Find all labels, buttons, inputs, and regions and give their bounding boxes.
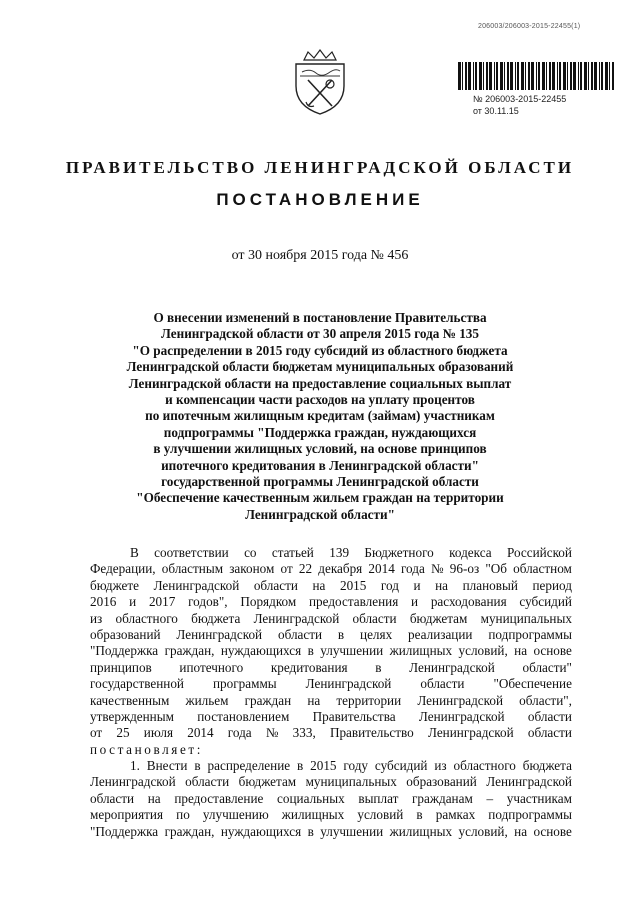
word: и	[129, 594, 137, 610]
barcode-bar	[599, 62, 600, 90]
word: области"	[522, 659, 572, 675]
word: постановлением	[197, 708, 290, 724]
word: государственной	[90, 676, 184, 692]
barcode-bar	[489, 62, 492, 90]
barcode-bar	[504, 62, 505, 90]
barcode-bar	[591, 62, 593, 90]
word: жильем	[185, 692, 229, 708]
word: в	[375, 659, 382, 675]
word: нуждающихся	[220, 823, 302, 839]
body-line	[90, 824, 572, 840]
barcode-bar	[573, 62, 576, 90]
word: из	[434, 758, 447, 774]
body-line	[90, 545, 572, 561]
word: на	[514, 823, 528, 839]
word: В	[130, 545, 139, 560]
word: "Поддержка	[90, 643, 159, 659]
word: годов",	[188, 594, 228, 610]
word: бюджета	[522, 758, 572, 774]
word: на	[435, 577, 449, 593]
word: в	[337, 626, 345, 642]
title-line: О внесении изменений в постановление Правительства	[153, 310, 487, 325]
barcode-bar	[528, 62, 530, 90]
document-date-number: от 30 ноября 2015 года № 456	[231, 248, 409, 263]
registration-number: № 206003-2015-22455	[473, 94, 567, 104]
barcode-bar	[557, 62, 558, 90]
word: Ленинградской	[409, 659, 495, 675]
word: гражданам	[412, 790, 473, 806]
word: 2015	[310, 758, 337, 774]
barcode-bar	[494, 62, 495, 90]
word: жилищных	[389, 643, 453, 659]
word: статьей	[271, 545, 314, 560]
word: Правительство	[329, 725, 414, 741]
word: Федерации,	[90, 561, 156, 577]
word: на	[307, 692, 321, 708]
body-line	[90, 611, 572, 627]
barcode-bar	[605, 62, 608, 90]
word: бюджета	[191, 610, 241, 626]
word: муниципальных	[305, 774, 397, 790]
word: из	[90, 610, 103, 626]
word: улучшении	[320, 823, 384, 839]
document-type: ПОСТАНОВЛЕНИЕ	[216, 190, 424, 209]
word: целях	[360, 626, 393, 642]
word: социальных	[277, 790, 345, 806]
word: области",	[519, 692, 572, 708]
word: 2017	[148, 594, 176, 610]
word: Российской	[506, 545, 572, 560]
barcode-bar	[496, 62, 498, 90]
word: качественным	[90, 692, 170, 708]
barcode-bar	[549, 62, 551, 90]
title-line: Ленинградской области бюджетам муниципальных образований	[126, 359, 514, 375]
body-line	[90, 709, 572, 725]
word: законом	[229, 561, 275, 577]
barcode-bar	[552, 62, 555, 90]
document-reference-number: 206003/206003-2015-22455(1)	[478, 23, 581, 30]
word: мероприятия	[90, 807, 164, 823]
body-line	[90, 791, 572, 807]
barcode-bar	[479, 62, 482, 90]
word: по	[176, 807, 190, 823]
word: утвержденным	[90, 708, 174, 724]
body-line	[90, 807, 572, 823]
barcode-bar	[570, 62, 572, 90]
word: Ленинградской	[417, 692, 504, 708]
body-line	[90, 561, 572, 577]
word: "Обеспечение	[493, 676, 572, 692]
word: муниципальных	[480, 610, 572, 626]
document-body	[90, 545, 572, 840]
word: нуждающихся	[220, 643, 302, 659]
barcode-bar	[462, 62, 463, 90]
word: на	[147, 790, 161, 806]
barcode-bar	[507, 62, 509, 90]
word: бюджете	[90, 577, 140, 593]
word: основе	[533, 643, 572, 659]
word: кодекса	[449, 545, 492, 560]
word: Внести	[146, 758, 188, 774]
word: субсидий	[374, 758, 428, 774]
word: улучшении	[320, 643, 384, 659]
word: жилищных	[281, 807, 345, 823]
barcode-bar	[609, 62, 610, 90]
word: плановый	[462, 577, 518, 593]
word: Ленинградской	[305, 676, 392, 692]
word: области	[527, 708, 572, 724]
body-line	[90, 643, 572, 659]
word: ипотечного	[179, 659, 244, 675]
title-line: ипотечного кредитования в Ленинградской области"	[161, 457, 479, 473]
barcode-bar	[588, 62, 589, 90]
word: 2014	[187, 725, 214, 741]
barcode-bar	[500, 62, 503, 90]
word: области	[527, 725, 572, 741]
word: и	[411, 594, 419, 610]
word: в	[307, 823, 314, 839]
word: –	[486, 790, 494, 806]
word: Ленинградской	[486, 774, 572, 790]
word: 2014	[368, 561, 395, 577]
word: июля	[143, 725, 174, 741]
barcode-bar	[465, 62, 467, 90]
body-line	[90, 660, 572, 676]
word: кредитования	[270, 659, 348, 675]
body-line	[90, 774, 572, 790]
word: условий,	[458, 643, 508, 659]
word: Порядком	[240, 594, 297, 610]
barcode-bar	[567, 62, 568, 90]
word: со	[244, 545, 257, 560]
word: году	[343, 758, 369, 774]
word: 2016	[90, 594, 117, 610]
word: области	[352, 610, 397, 626]
word: 96-оз	[449, 561, 480, 577]
word: "Поддержка	[90, 823, 159, 839]
word: бюджетам	[238, 774, 297, 790]
word: субсидий	[519, 594, 572, 610]
body-line	[90, 594, 572, 610]
word: образований	[90, 626, 161, 642]
word: 1.	[130, 758, 140, 774]
word: №	[431, 561, 444, 577]
word: Ленинградской	[427, 725, 514, 741]
title-line: Ленинградской области"	[245, 506, 395, 522]
resolution-word: постановляет:	[90, 741, 204, 757]
barcode-bar	[517, 62, 519, 90]
title-line: Ленинградской области от 30 апреля 2015 года № 135	[161, 326, 479, 342]
word: в	[297, 758, 304, 774]
word: года	[227, 725, 252, 741]
word: в	[194, 758, 201, 774]
document-title	[100, 310, 540, 523]
title-line: подпрограммы "Поддержка граждан, нуждающихся	[163, 424, 477, 440]
word: Ленинградской	[176, 626, 263, 642]
body-line	[90, 627, 572, 643]
word: программы	[213, 676, 277, 692]
title-line: Ленинградской области на предоставление социальных выплат	[128, 375, 512, 391]
word: основе	[533, 823, 572, 839]
barcode-bar	[510, 62, 513, 90]
word: областного	[115, 610, 178, 626]
barcode-bar	[521, 62, 524, 90]
word: области	[420, 676, 465, 692]
word: на	[514, 643, 528, 659]
word: от	[90, 725, 103, 741]
body-line	[90, 676, 572, 692]
word: Ленинградской	[253, 610, 340, 626]
word: 139	[329, 545, 350, 560]
word: областного	[453, 758, 516, 774]
coat-of-arms-icon	[290, 46, 350, 116]
barcode-bar	[594, 62, 597, 90]
body-line	[90, 578, 572, 594]
barcode-bar	[542, 62, 545, 90]
title-line: "О распределении в 2015 году субсидий из областного бюджета	[132, 342, 508, 358]
title-line: и компенсации части расходов на уплату процентов	[165, 392, 475, 408]
word: 25	[116, 725, 130, 741]
word: области	[185, 774, 230, 790]
title-line: в улучшении жилищных условий, на основе принципов	[153, 441, 487, 457]
barcode-bar	[578, 62, 579, 90]
barcode-bar	[559, 62, 561, 90]
word: области	[253, 577, 298, 593]
word: граждан,	[164, 823, 215, 839]
barcode-bar	[584, 62, 587, 90]
word: Ленинградской	[90, 774, 176, 790]
word: в	[416, 807, 423, 823]
word: областном	[513, 561, 572, 577]
word: условий,	[458, 823, 508, 839]
word: условий	[357, 807, 404, 823]
word: на	[312, 577, 326, 593]
word: соответствии	[154, 545, 229, 560]
word: области	[277, 626, 323, 642]
word: предоставление	[174, 790, 264, 806]
barcode-bar	[473, 62, 474, 90]
word: расходования	[430, 594, 507, 610]
word: бюджетам	[409, 610, 468, 626]
word: Бюджетного	[364, 545, 434, 560]
word: принципов	[90, 659, 152, 675]
word: рамках	[435, 807, 476, 823]
barcode-bar	[525, 62, 526, 90]
word: период	[532, 577, 572, 593]
word: граждан,	[164, 643, 215, 659]
barcode-bar	[531, 62, 534, 90]
word: образований	[406, 774, 477, 790]
title-line: по ипотечным жилищным кредитам (займам) участникам	[145, 408, 495, 424]
word: Правительства	[312, 708, 396, 724]
barcode-bar	[458, 62, 461, 90]
word: и	[413, 577, 421, 593]
barcode-bar	[515, 62, 516, 90]
barcode-bar	[612, 62, 614, 90]
word: распределение	[207, 758, 291, 774]
barcode-bar	[563, 62, 566, 90]
title-line: "Обеспечение качественным жильем граждан на территории	[136, 490, 504, 506]
word: подпрограммы	[488, 626, 572, 642]
word: области	[90, 790, 135, 806]
barcode-icon	[458, 62, 616, 90]
word: улучшению	[202, 807, 269, 823]
word: в	[307, 643, 314, 659]
body-line	[90, 758, 572, 774]
title-line: государственной программы Ленинградской области	[161, 474, 479, 490]
barcode-bar	[486, 62, 488, 90]
word: декабря	[318, 561, 363, 577]
word: №	[265, 725, 279, 741]
word: предоставления	[309, 594, 399, 610]
body-line	[90, 693, 572, 709]
word: Ленинградской	[418, 708, 505, 724]
word: год	[380, 577, 399, 593]
barcode-bar	[536, 62, 537, 90]
word: граждан	[244, 692, 292, 708]
barcode-bar	[483, 62, 484, 90]
body-line	[90, 725, 572, 741]
word: года	[400, 561, 425, 577]
word: Ленинградской	[153, 577, 240, 593]
barcode-bar	[601, 62, 603, 90]
barcode-bar	[546, 62, 547, 90]
word: подпрограммы	[488, 807, 572, 823]
word: выплат	[358, 790, 399, 806]
registration-date: от 30.11.15	[473, 106, 519, 116]
barcode-bar	[538, 62, 540, 90]
barcode-bar	[475, 62, 477, 90]
word: 2015	[339, 577, 367, 593]
government-name: ПРАВИТЕЛЬСТВО ЛЕНИНГРАДСКОЙ ОБЛАСТИ	[65, 158, 575, 177]
word: областным	[161, 561, 224, 577]
word: от	[280, 561, 293, 577]
word: жилищных	[389, 823, 453, 839]
word: участникам	[506, 790, 572, 806]
word: территории	[336, 692, 402, 708]
word: 333,	[292, 725, 316, 741]
word: 22	[298, 561, 313, 577]
word: "Об	[485, 561, 507, 577]
barcode-bar	[580, 62, 582, 90]
word: реализации	[408, 626, 473, 642]
barcode-bar	[468, 62, 471, 90]
